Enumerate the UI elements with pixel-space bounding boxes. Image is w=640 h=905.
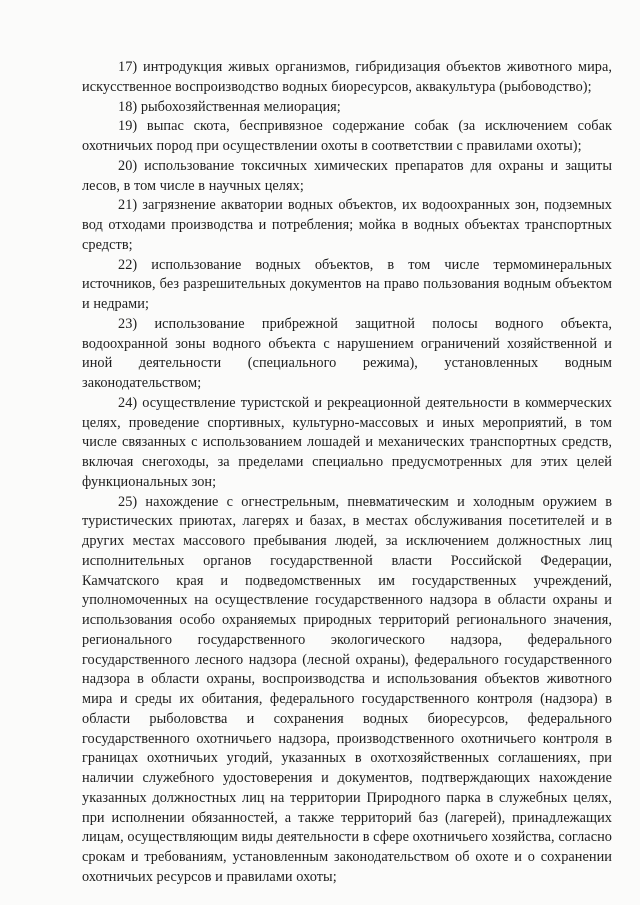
list-item-19: 19) выпас скота, беспривязное содержание собак (за исключением собак охотничьих пород при осуществлении охоты в соответствии с правилами охоты); — [82, 118, 612, 154]
list-item-17: 17) интродукция живых организмов, гибридизация объектов животного мира, искусственное воспроизводство водных биоресурсов, аквакультура (рыбоводство); — [82, 59, 612, 95]
list-item-24: 24) осуществление туристской и рекреационной деятельности в коммерческих целях, проведение спортивных, культурно-массовых и иных мероприятий, в том числе связанных с использованием лошадей и механических транспортных средств, включая снегоходы, за пределами специально предусмотренных для этих целей функциональных зон; — [82, 394, 612, 490]
list-item-18: 18) рыбохозяйственная мелиорация; — [118, 98, 341, 115]
list-item-20: 20) использование токсичных химических препаратов для охраны и защиты лесов, в том числе в научных целях; — [82, 157, 612, 194]
list-item-21: 21) загрязнение акватории водных объектов, их водоохранных зон, подземных вод отходами производства и потребления; мойка в водных объектах транспортных средств; — [82, 197, 612, 253]
list-item-23: 23) использование прибрежной защитной полосы водного объекта, водоохранной зоны водного объекта с нарушением ограничений хозяйственной и иной деятельности (специального режима), установленных водным законодательством; — [82, 315, 612, 391]
list-item-25: 25) нахождение с огнестрельным, пневматическим и холодным оружием в туристических приютах, лагерях и базах, в местах обслуживания посетителей и в других местах массового пребывания людей, за исключением должностных лиц исполнительных органов государственной власти Российской Федерации, Камчатского края и подведомственных им государственных учреждений, уполномоченных на осуществление государственного надзора в области охраны и использования особо охраняемых природных территорий регионального значения, регионального государственного экологического надзора, федерального государственного лесного надзора (лесной охраны), федерального государственного надзора в области охраны, воспроизводства и использования объектов животного мира и среды их обитания, федерального государственного контроля (надзора) в области рыболовства и сохранения водных биоресурсов, федерального государственного охотничьего надзора, производственного охотничьего контроля в границах охотничьих угодий, указанных в охотхозяйственных соглашениях, при наличии служебного удостоверения и документов, подтверждающих нахождение указанных должностных лиц на территории Природного парка в служебных целях, при исполнении обязанностей, а также территорий баз (лагерей), принадлежащих лицам, осуществляющим виды деятельности в сфере охотничьего хозяйства, согласно срокам и требованиям, установленным законодательством об охоте и о сохранении охотничьих ресурсов и правилами охоты; — [82, 493, 612, 885]
document-page — [82, 58, 612, 888]
list-item-22: 22) использование водных объектов, в том числе термоминеральных источников, без разрешительных документов на право пользования водным объектом и недрами; — [82, 256, 612, 312]
